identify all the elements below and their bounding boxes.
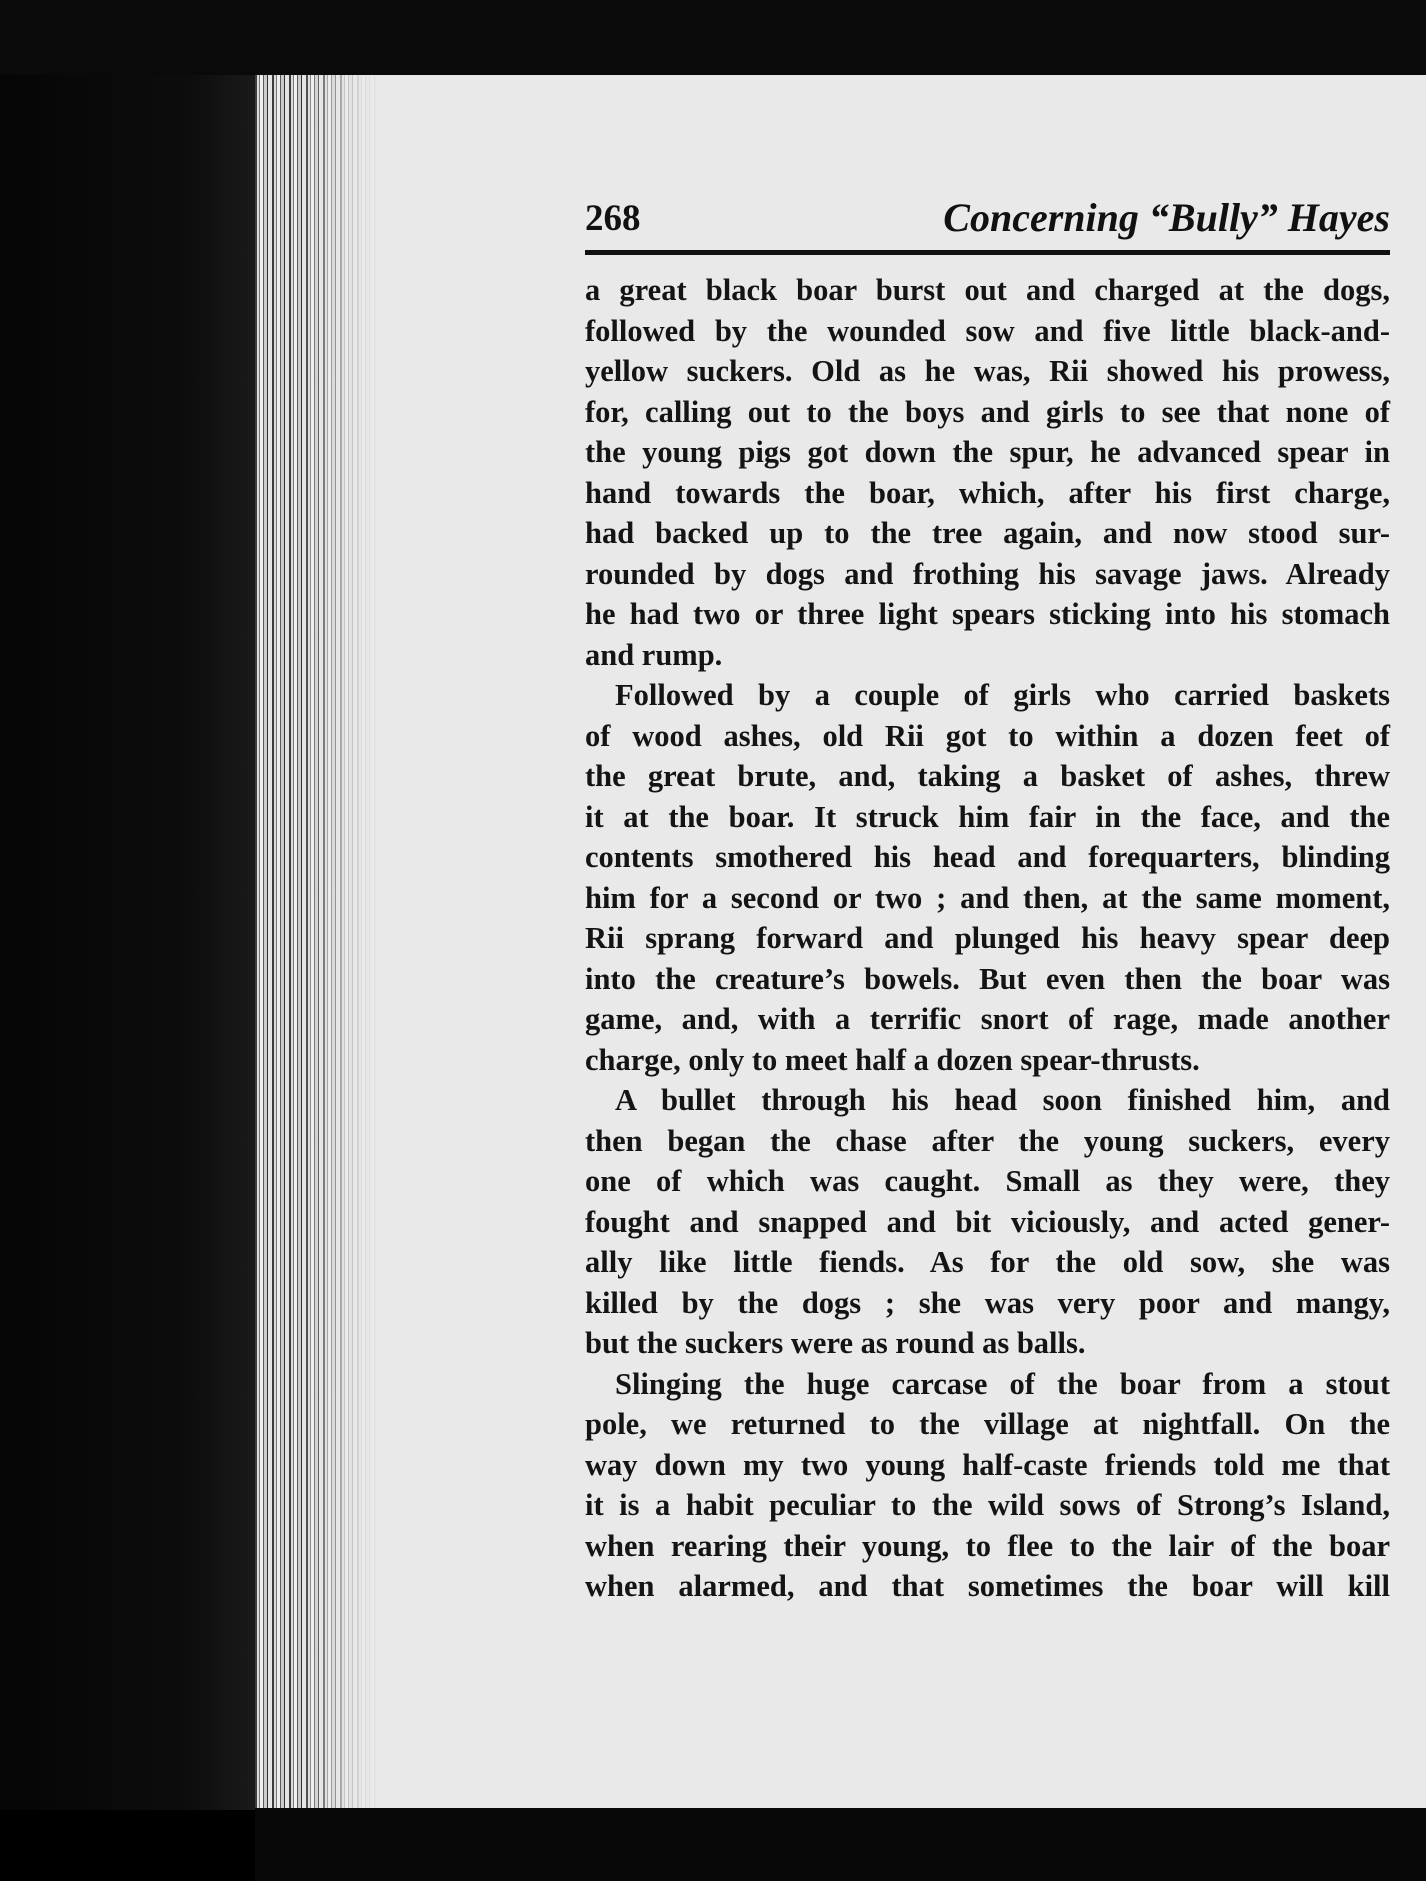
text-line: and rump. [585, 637, 723, 672]
text-line: Followed by a couple of girls who carried baskets [615, 678, 1390, 712]
text-line: then began the chase after the young suckers, every [585, 1123, 1390, 1158]
gutter-fade [300, 75, 380, 1810]
text-line: the young pigs got down the spur, he advanced spear in [585, 435, 1390, 469]
scan-top-border [0, 0, 1426, 75]
text-line: into the creature’s bowels. But even then the boar was [585, 961, 1390, 996]
body-text [585, 270, 1390, 1607]
text-line: Slinging the huge carcase of the boar from a stout [615, 1366, 1390, 1401]
text-line: for, calling out to the boys and girls to see that none of [585, 394, 1390, 429]
text-line: but the suckers were as round as balls. [585, 1326, 1086, 1360]
text-line: it at the boar. It struck him fair in the face, and the [585, 799, 1390, 834]
text-line: followed by the wounded sow and five little black-and- [585, 313, 1390, 348]
text-line: when rearing their young, to flee to the lair of the boar [585, 1528, 1390, 1563]
text-line: pole, we returned to the village at nightfall. On the [585, 1407, 1390, 1441]
text-line: a great black boar burst out and charged at the dogs, [585, 273, 1390, 307]
running-head [585, 195, 1390, 255]
scan-left-border [0, 75, 255, 1810]
text-line: him for a second or two ; and then, at the same moment, [585, 880, 1390, 915]
text-line: way down my two young half-caste friends told me that [585, 1447, 1390, 1482]
text-line: had backed up to the tree again, and now stood sur- [585, 516, 1390, 550]
text-line: he had two or three light spears sticking into his stomach [585, 597, 1390, 631]
text-line: of wood ashes, old Rii got to within a dozen feet of [585, 718, 1390, 753]
text-line: fought and snapped and bit viciously, and acted gener- [585, 1204, 1390, 1239]
text-line: it is a habit peculiar to the wild sows of Strong’s Island, [585, 1488, 1390, 1522]
text-line: the great brute, and, taking a basket of ashes, threw [585, 759, 1390, 793]
text-line: game, and, with a terrific snort of rage, made another [585, 1002, 1390, 1036]
text-line: contents smothered his head and forequarters, blinding [585, 840, 1390, 874]
text-line: charge, only to meet half a dozen spear-thrusts. [585, 1042, 1200, 1077]
text-line: killed by the dogs ; she was very poor and mangy, [585, 1285, 1390, 1320]
page-number: 268 [585, 198, 641, 239]
text-line: yellow suckers. Old as he was, Rii showed his prowess, [585, 354, 1390, 388]
text-line: rounded by dogs and frothing his savage jaws. Already [585, 556, 1390, 591]
text-line: ally like little fiends. As for the old sow, she was [585, 1245, 1390, 1279]
text-line: A bullet through his head soon finished him, and [615, 1083, 1390, 1117]
running-title: Concerning “Bully” Hayes [943, 195, 1390, 240]
text-line: hand towards the boar, which, after his first charge, [585, 475, 1390, 510]
text-line: one of which was caught. Small as they were, they [585, 1164, 1390, 1198]
text-line: when alarmed, and that sometimes the boar will kill [585, 1569, 1390, 1603]
scan-bottom-border [255, 1808, 1426, 1881]
text-line: Rii sprang forward and plunged his heavy spear deep [585, 921, 1390, 955]
